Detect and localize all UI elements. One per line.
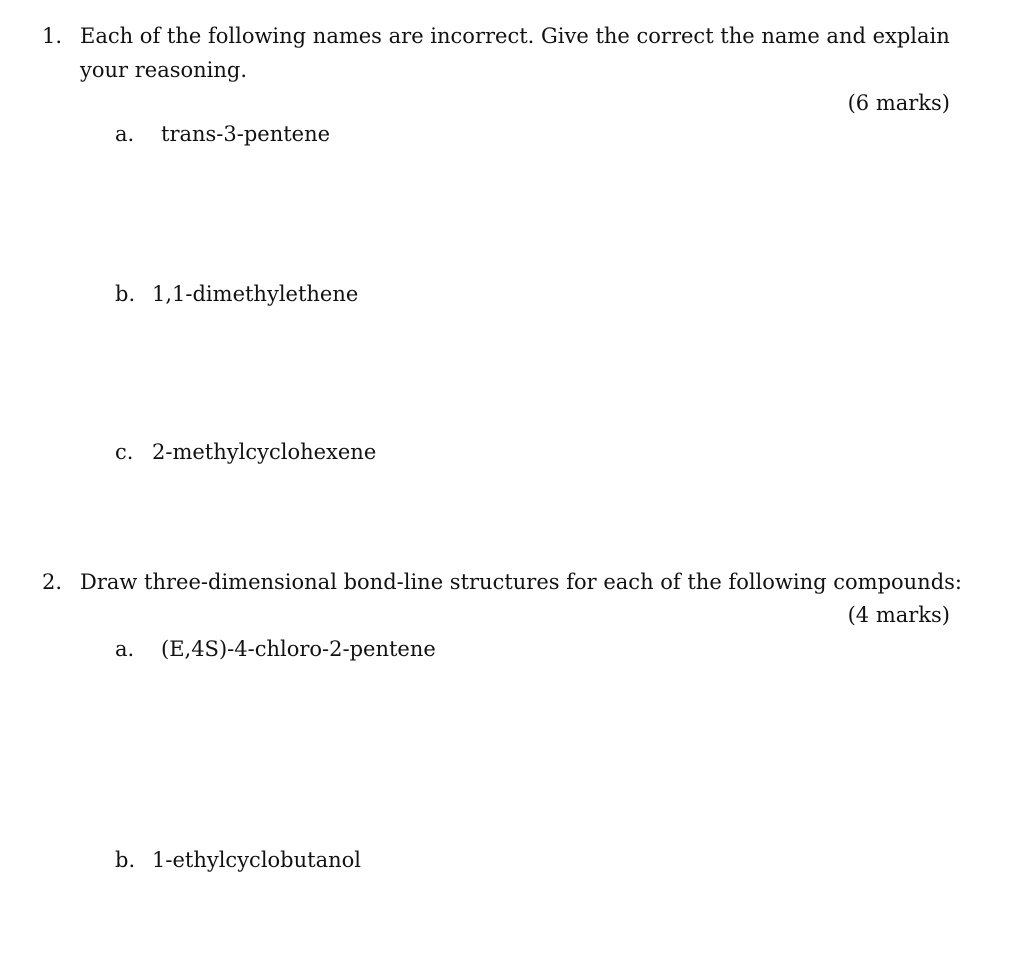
question-2-number: 2. [42, 570, 63, 594]
question-1b-letter: b. [115, 282, 136, 306]
question-2b-text: 1-ethylcyclobutanol [152, 848, 361, 872]
question-1c-letter: c. [115, 440, 134, 464]
question-2a-letter: a. [115, 637, 135, 661]
question-1-marks: (6 marks) [847, 91, 950, 115]
question-2a-text: (E,4S)-4-chloro-2-pentene [161, 637, 436, 661]
question-1-text-line2: your reasoning. [80, 58, 248, 82]
question-1a-letter: a. [115, 122, 135, 146]
question-1-text-line1: Each of the following names are incorrect. Give the correct the name and explain [80, 24, 950, 48]
question-2-marks: (4 marks) [847, 603, 950, 627]
question-1-number: 1. [42, 24, 63, 48]
question-2b-letter: b. [115, 848, 136, 872]
question-1c-text: 2-methylcyclohexene [152, 440, 377, 464]
question-1b-text: 1,1-dimethylethene [152, 282, 359, 306]
question-2-text-line1: Draw three-dimensional bond-line structures for each of the following compounds: [80, 570, 962, 594]
question-1a-text: trans-3-pentene [161, 122, 331, 146]
